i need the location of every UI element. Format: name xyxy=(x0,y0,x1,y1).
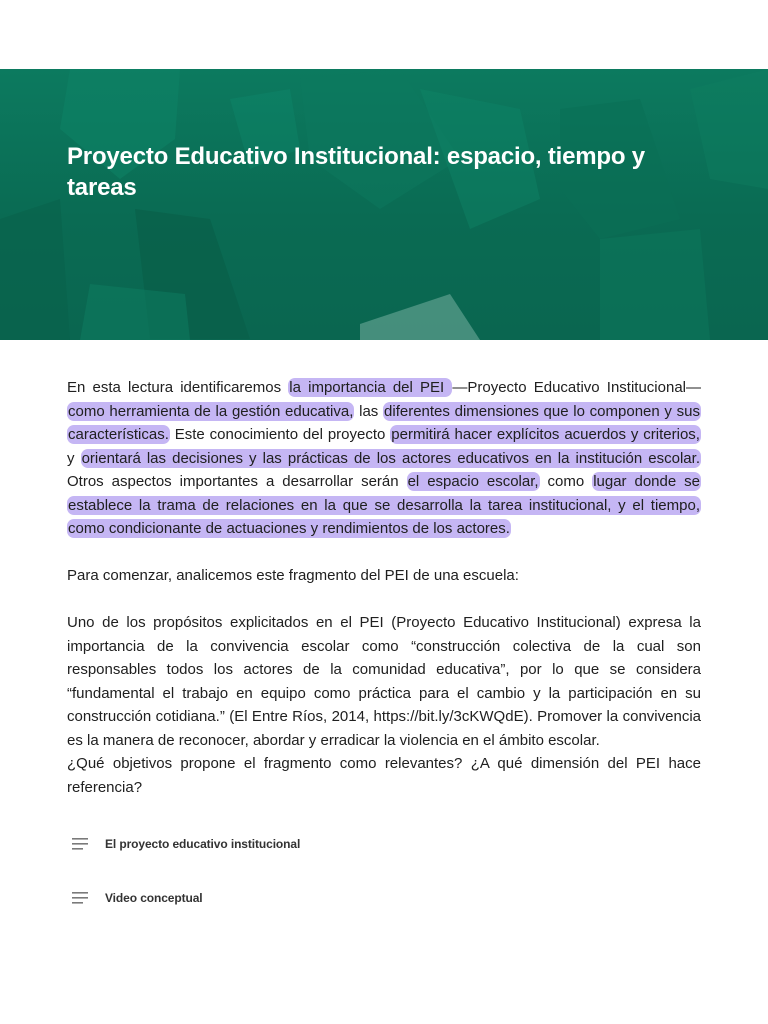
intro-text-7: como xyxy=(539,473,593,490)
toc-item-label: Video conceptual xyxy=(105,891,203,905)
highlight-7: lugar donde se establece la trama de relaciones en la que se desarrolla la tarea institucional, y el tiempo, como condicionante de actuaciones y rendimientos de los actores. xyxy=(68,473,701,537)
fragment-intro-paragraph: Para comenzar, analicemos este fragmento del PEI de una escuela: xyxy=(67,567,519,584)
intro-text-2: —Proyecto Educativo Institucional— xyxy=(452,379,701,396)
intro-text-1: En esta lectura identificaremos xyxy=(67,379,289,396)
fragment-quote-paragraph: Uno de los propósitos explicitados en el PEI (Proyecto Educativo Institucional) expresa la importancia de la convivencia escolar como “construcción colectiva de la cual son responsables todos los actores de la comunidad educativa”, por lo que se considera “fundamental el trabajo en equipo como práctica para el cambio y la participación en su construcción cotidiana.” (El Entre Ríos, 2014, https://bit.ly/3cKWQdE). Promover la convivencia es la manera de reconocer, abordar y erradicar la violencia en el ámbito escolar. xyxy=(67,614,701,749)
toc-item-proyecto-educativo[interactable] xyxy=(72,832,672,856)
intro-text-3: las xyxy=(354,402,384,420)
highlight-1: la importancia del PEI xyxy=(289,379,452,396)
highlight-5: orientará las decisiones y las prácticas de los actores educativos en la institución escolar. xyxy=(81,449,700,467)
highlight-4: permitirá hacer explícitos acuerdos y criterios, xyxy=(391,426,700,443)
intro-paragraph xyxy=(67,376,701,541)
intro-text-4: Este conocimiento del proyecto xyxy=(169,426,391,443)
toc-item-label: El proyecto educativo institucional xyxy=(105,837,301,851)
question-paragraph: ¿Qué objetivos propone el fragmento como relevantes? ¿A qué dimensión del PEI hace referencia? xyxy=(67,755,701,796)
intro-text-6: Otros aspectos importantes a desarrollar serán xyxy=(67,473,407,490)
toc-item-video-conceptual[interactable] xyxy=(72,886,672,910)
banner-background-illustration xyxy=(0,69,768,340)
lines-icon xyxy=(72,892,88,904)
highlight-3: diferentes dimensiones que lo componen y sus características. xyxy=(68,402,700,443)
lines-icon xyxy=(72,838,88,850)
highlight-2: como herramienta de la gestión educativa, xyxy=(68,402,354,420)
highlight-6: el espacio escolar, xyxy=(407,473,539,490)
lesson-content xyxy=(67,376,701,799)
intro-text-5: y xyxy=(67,449,81,467)
header-banner xyxy=(0,69,768,340)
page-title: Proyecto Educativo Institucional: espacio, tiempo y tareas xyxy=(67,143,645,201)
